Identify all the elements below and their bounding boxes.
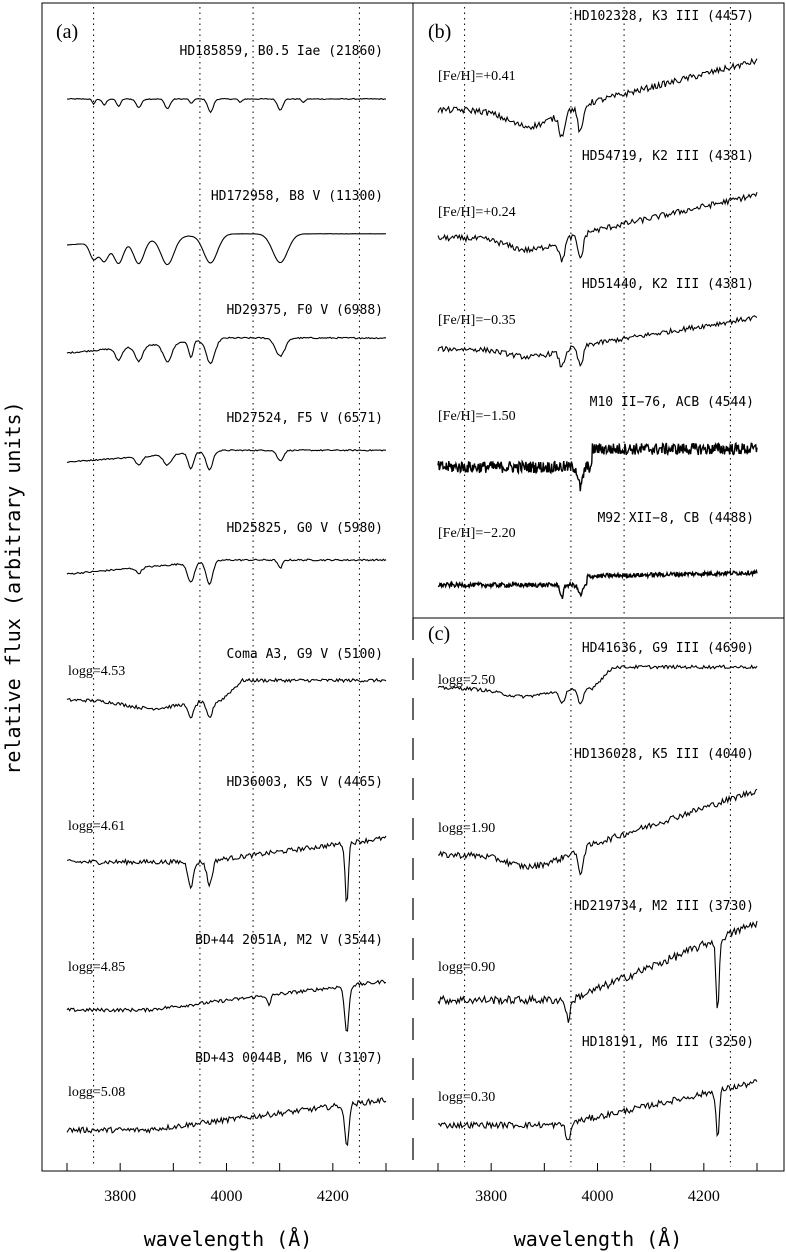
x-tick-label: 4000: [581, 1188, 614, 1205]
panel-label: (c): [428, 623, 451, 645]
side-label: logg=4.61: [68, 819, 126, 834]
spectrum-line: [67, 1098, 386, 1145]
series-label: HD54719, K2 III (4381): [581, 149, 754, 164]
spectrum-line: [67, 980, 386, 1031]
side-label: logg=0.90: [438, 960, 496, 975]
x-axis-label-right: wavelength (Å): [513, 1227, 683, 1251]
side-label: [Fe/H]=+0.41: [438, 69, 516, 84]
side-label: [Fe/H]=−2.20: [438, 526, 516, 541]
series-label: Coma A3, G9 V (5100): [226, 647, 383, 662]
spectrum-line: [438, 192, 757, 262]
series-label: BD+44 2051A, M2 V (3544): [195, 933, 383, 948]
spectrum-line: [67, 450, 386, 470]
panel-frames: [42, 3, 784, 1171]
side-label: [Fe/H]=+0.24: [438, 205, 516, 220]
series-label: HD51440, K2 III (4381): [581, 277, 754, 292]
spectrum-line: [67, 99, 386, 113]
series-label: HD18191, M6 III (3250): [581, 1035, 754, 1050]
side-label: logg=4.85: [68, 960, 126, 975]
x-tick-label: 3800: [475, 1188, 508, 1205]
series-label: M10 II−76, ACB (4544): [589, 395, 754, 410]
x-tick-label: 3800: [104, 1188, 137, 1205]
side-label: logg=1.90: [438, 821, 496, 836]
series-label: HD36003, K5 V (4465): [226, 775, 383, 790]
series-label: HD219734, M2 III (3730): [573, 899, 754, 914]
x-axis-label-left: wavelength (Å): [143, 1227, 313, 1251]
labels: [56, 9, 754, 1105]
x-tick-label: 4200: [687, 1188, 720, 1205]
side-label: logg=0.30: [438, 1090, 496, 1105]
series-label: HD172958, B8 V (11300): [210, 189, 383, 204]
panel-label: (b): [428, 21, 452, 43]
x-tick-label: 4000: [210, 1188, 243, 1205]
series-label: HD29375, F0 V (6988): [226, 303, 383, 318]
series-label: BD+43 0044B, M6 V (3107): [195, 1051, 383, 1066]
side-label: logg=2.50: [438, 673, 496, 688]
spectrum-line: [438, 1080, 757, 1140]
series-label: HD185859, B0.5 Iae (21860): [179, 44, 383, 59]
series-label: HD102328, K3 III (4457): [573, 9, 754, 24]
spectrum-line: [438, 443, 757, 491]
side-label: logg=4.53: [68, 664, 126, 679]
side-label: [Fe/H]=−1.50: [438, 409, 516, 424]
x-tick-label: 4200: [316, 1188, 349, 1205]
series-label: HD136028, K5 III (4040): [573, 747, 754, 762]
ticks: [67, 1163, 757, 1205]
reference-lines: [94, 7, 731, 1167]
side-label: logg=5.08: [68, 1085, 126, 1100]
y-axis-label: relative flux (arbitrary units): [1, 401, 25, 775]
spectrum-line: [67, 234, 386, 265]
spectrum-line: [67, 836, 386, 901]
spectra: [67, 59, 757, 1145]
spectrum-line: [67, 559, 386, 584]
spectrum-line: [67, 679, 386, 718]
panel-label: (a): [56, 21, 79, 43]
spectrum-line: [67, 337, 386, 363]
side-label: [Fe/H]=−0.35: [438, 313, 516, 328]
series-label: HD25825, G0 V (5980): [226, 521, 383, 536]
series-label: HD41636, G9 III (4690): [581, 641, 754, 656]
series-label: HD27524, F5 V (6571): [226, 411, 383, 426]
spectrum-line: [438, 571, 757, 599]
series-label: M92 XII−8, CB (4488): [597, 511, 754, 526]
